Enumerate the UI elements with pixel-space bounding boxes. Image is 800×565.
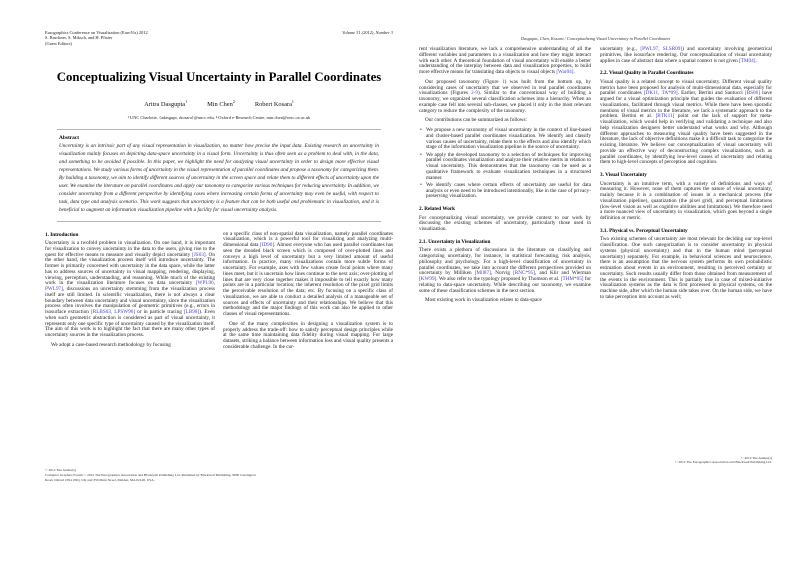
author-2-name: Min Chen (207, 101, 233, 109)
section-3-1-heading: 3.1. Physical vs. Perceptual Uncertainty (600, 227, 688, 234)
page1-column-1 (45, 232, 215, 355)
page1-header (45, 30, 393, 46)
page2-body-columns (419, 47, 772, 308)
contributions-list (419, 128, 591, 200)
author-1 (144, 99, 187, 108)
copyright-line-2: © 2012 The Eurographics Association and Blackwell Publishing Ltd. (675, 460, 772, 465)
intro-paragraph-2: We adopt a case-based research methodology by focusing (51, 341, 171, 348)
visual-quality-paragraph: Visual quality is a related concept to visual uncertainty. Different visual quality metrics have been proposed for analysis of multi-dimensional data, especially for parallel coordinates [DK11, TA*09]. Earlier, Bertini and Santucci [BS06] have argued for a visual optimization principle that guides the evaluation of different visualizations, facilitated through visual metrics. While there have been sporadic mentions of visual metrics in the literature, we lack a systematic approach to the problem. Bertini et al. [BTK11] point out the lack of support for meta-visualization, which would help in verifying and validating a technique and also help visualization designers better understand what works and why. Although different approaches to measuring visual quality have been suggested in the literature, the lack of objective definitions make it a difficult task to categorize the existing literature. We believe our conceptualization of visual uncertainty will provide an effective way of deconstructing complex visualizations, such as parallel coordinates, by identifying low-level causes of uncertainty and relating them to high-level concepts of perception and cognition. (600, 78, 773, 166)
body-paragraph-2: Our proposed taxonomy (Figure 1) was built from the bottom up, by considering cases of uncertainty that we observed in real parallel coordinates visualizations (Figures 2-9). Similar to the conventional way of building a taxonomy, we organized several classification schemes into a hierarchy. When an example case fell into several sub-classes, we placed it only in the most relevant category to reduce the complexity of the taxonomy. (419, 78, 591, 114)
abstract-section (57, 129, 381, 221)
paper-title: Conceptualizing Visual Uncertainty in Parallel Coordinates (56, 70, 382, 85)
intro-paragraph-4: One of the many complexities in designing a visualization system is to properly address the trade-off: how to satisfy perceptual design principles while at the same time maintaining data fidelity during visual mapping. For large datasets, striking a balance between information loss and visual quality presents a considerable challenge. In the cur- (223, 320, 393, 350)
guest-editors-line: (Guest Editors) (45, 40, 72, 46)
volume-info: Volume 31 (2012), Number 3 (342, 30, 393, 35)
editors-line: S. Bruckner, S. Miksch, and H. Pfister (45, 35, 113, 41)
author-2 (207, 99, 235, 108)
author-list (45, 99, 393, 108)
intro-paragraph-3: on a specific class of non-spatial data visualization, namely parallel coordinates visualization, which is a powerful tool for visualizing and analyzing multi-dimensional data [ID90]. Almost everyone who has used parallel coordinates has seen the dreaded black screen which is composed of over-plotted lines and conveys a high level of uncertainty but a very limited amount of useful information. In practice, many visualizations contain more subtle forms of uncertainty. For example, axes with few values create focal points where many lines meet, but it is uncertain how lines continue to the next axis; over-plotting of lines that are very close together makes it impossible to tell exactly how many points are in a particular location; the inherent resolution of the pixel grid limits the perceivable resolution of the data; etc. By focusing on a specific class of visualization, we are able to conduct a detailed analysis of a manageable set of sources and effects of uncertainty and their relationships. We believe that this methodology and the major findings of this work can also be applied to other classes of visual representations. (223, 230, 393, 317)
contribution-item-2: • We apply the developed taxonomy to a selection of techniques for improving parallel coordinates visualization and analyze their relative merits in relation to visual uncertainty. This demonstrates that the taxonomy can be used as a qualitative framework to evaluate visualization techniques in a structured manner. (419, 153, 591, 182)
page2-copyright-footer (572, 456, 772, 465)
copyright-line-1: © 2012 The Author(s) (45, 468, 77, 472)
section-1-heading: 1. Introduction (45, 231, 79, 238)
section-3-heading: 3. Visual Uncertainty (600, 172, 647, 178)
uncertainty-vis-paragraph: There exists a plethora of discussions in the literature on classifying and categorizing uncertainty, for instance, in statistical forecasting, risk analysis, philosophy and psychology. For a high-level classification of uncertainty in parallel coordinates, we take into account the different perspectives provided on uncertainty by Milliken [Mil87], Norvig [RNC*95], and Klir and Wierman [KW99]. We also refer to the typology proposed by Thomson et al. [THM*05] for relating to data-space uncertainty. While describing our taxonomy, we examine some of these classification schemes in the next section. (419, 247, 591, 294)
visual-uncertainty-paragraph: Uncertainty is an intuitive term, with a variety of definitions and ways of measuring it. However, none of them captures the nature of visual uncertainty, mainly because it is a combination of issues in a mechanical process (the visualization pipeline), quantization (the pixel grid), and perceptual limitations (low-level vision as well as cognitive abilities and limitations). We therefore need a more nuanced view of uncertainty in visualization, which goes beyond a single definition or metric. (600, 180, 772, 221)
related-work-paragraph: For conceptualizing visual uncertainty, we provide context to our work by discussing the existing schemes of uncertainty, particularly those used in visualization. (419, 214, 591, 232)
page2-column-1 (419, 47, 591, 308)
contribution-item-3: • We identify cases where certain effects of uncertainty are useful for data analysis or even need to be introduced intentionally, like in the case of privacy-preserving visualization. (419, 183, 591, 200)
author-2-affmark: 2 (232, 99, 235, 105)
section-2-1-heading: 2.1. Uncertainty in Visualization (419, 238, 491, 245)
paper-page-1 (45, 30, 393, 535)
page1-column-2 (223, 232, 393, 355)
abstract-heading: Abstract (59, 135, 80, 142)
page1-copyright-footer (45, 468, 260, 482)
copyright-line-1: © 2012 The Author(s) (740, 456, 772, 460)
author-3-affmark: 1 (291, 99, 294, 105)
abstract-text: Uncertainty is an intrinsic part of any visual representation in visualization, no matter how precise the input data. Existing research on uncertainty in visualization mainly focuses on depicting data-space uncertainty in a visual form. Uncertainty is thus often seen as a problem to deal with, in the data, and something to be avoided if possible. In this paper, we highlight the need for analyzing visual uncertainty in order to design more effective visual representations. We study various forms of uncertainty in the visual representation of parallel coordinates and propose a taxonomy for categorizing them. By building a taxonomy, we aim to identify different sources of uncertainty in the screen space and relate them to different effects of uncertainty upon the user. We examine the literature on parallel coordinates and apply our taxonomy to categorize various techniques for reducing uncertainty. In addition, we consider uncertainty from a different perspective by identifying cases where increasing certain forms of uncertainty may even be useful, with respect to task, data type and analysis scenario. This work suggests that uncertainty is a feature that can be both useful and problematic in visualization, and it is beneficial to augment an information visualization pipeline with a facility for visual uncertainty analysis. (59, 143, 379, 213)
body-paragraph-1: rent visualization literature, we lack a comprehensive understanding of all the different variables and parameters in a visualization and how they might interact with each other. A theoretical foundation of visual uncertainty will enable a better understanding of the interplay between data and visualization properties, to build more effective means for translating data objects to visual objects [War04]. (419, 46, 591, 75)
uncertainty-vis-paragraph-2: Most existing work in visualization relates to data-space (425, 297, 542, 304)
author-1-name: Aritra Dasgupta (144, 101, 186, 109)
author-3-name: Robert Kosara (254, 101, 292, 109)
contributions-lead-in: Our contributions can be summarized as follows: (425, 117, 527, 124)
author-1-affmark: 1 (185, 99, 188, 105)
affiliations-line: ¹ UNC Charlotte, {adasgupt, rkosara}@uncc.edu, ² Oxford e-Research Centre, min.chen@oerc.ox.ac.uk (127, 115, 311, 121)
page1-body-columns (45, 232, 393, 355)
body-paragraph-3: uncertainty (e.g., [PWL97, SLSR09]) and uncertainty involving geometrical primitives, like isosurface rendering. Our conceptualization of visual uncertainty applies in case of abstract data where a spatial context is not given [TM04]. (600, 46, 772, 64)
page2-column-2 (600, 47, 772, 308)
copyright-line-2: Computer Graphics Forum © 2012 The Eurographics Association and Blackwell Publishing Ltd. Published by Blackwell Publishing, 9600 Garsington Road, Oxford OX4 2DQ, UK and 350 Main Street, Malden, MA 02148, USA. (45, 473, 256, 482)
author-3 (255, 99, 294, 108)
physical-perceptual-paragraph: Two existing schemes of uncertainty are most relevant for deciding our top-level classification. One such categorization is to consider uncertainty in physical systems (physical uncertainty) and that in the human mind (perceptual uncertainty) separately. For example, in behavioral sciences and neuroscience, there is an assumption that the nervous system performs its own probabilistic estimation about events in an environment, resulting in perceived certainty or uncertainty. Such results usually differ from those obtained from measurement of the events in the environment. This is partially true in case of mixed-initiative visualization systems as the data is first processed in physical systems, on the machine side, after which the human side takes over. On the human side, we have to take perception into account as well; (600, 236, 772, 300)
section-2-heading: 2. Related Work (419, 206, 456, 212)
intro-paragraph-1: Uncertainty is a twofold problem in visualization. On one hand, it is important for visualization to convey uncertainty in the data to the users, giving rise to the quest for effective means to measure and visually depict uncertainty [JS03]. On the other hand, the visualization process itself will introduce uncertainty. The former is primarily concerned with uncertainty in the data space, while the latter has to address sources of uncertainty in visual mapping, rendering, displaying, viewing, perception, understanding, and reasoning. While much of the existing work in the visualization literature focuses on data uncertainty [WPL96, PWL97], discussions on uncertainty stemming from the visualization process itself are still limited. In scientific visualization, there is not always a clear boundary between data uncertainty and visual uncertainty, since the visualization process often involves the manipulation of geometric primitives (e.g., errors in isosurface extraction [RLBS03, LPSW96] or in particle tracing [LB98]). Even when such geometric abstraction is considered as part of visual uncertainty, it represents only one specific type of uncertainty caused by the visualization itself. The aim of this work is to highlight the fact that there are many other types of uncertainty sources in the visualization process. (45, 240, 215, 338)
paper-page-2 (419, 36, 772, 516)
section-2-2-heading: 2.2. Visual Quality in Parallel Coordinates (600, 70, 694, 77)
contribution-item-1: • We propose a new taxonomy of visual uncertainty in the context of line-based and cluster-based parallel coordinates visualization. We identify and classify various causes of uncertainty, relate them to the effects and also identify which stage of the information visualization pipeline is the source of uncertainty. (419, 128, 591, 151)
running-header: Dasgupta, Chen, Kosara / Conceptualizing Visual Uncertainty in Parallel Coordinates (520, 36, 671, 41)
conference-name: Eurographics Conference on Visualization (EuroVis) 2012 (45, 30, 148, 35)
conference-info (45, 30, 148, 46)
